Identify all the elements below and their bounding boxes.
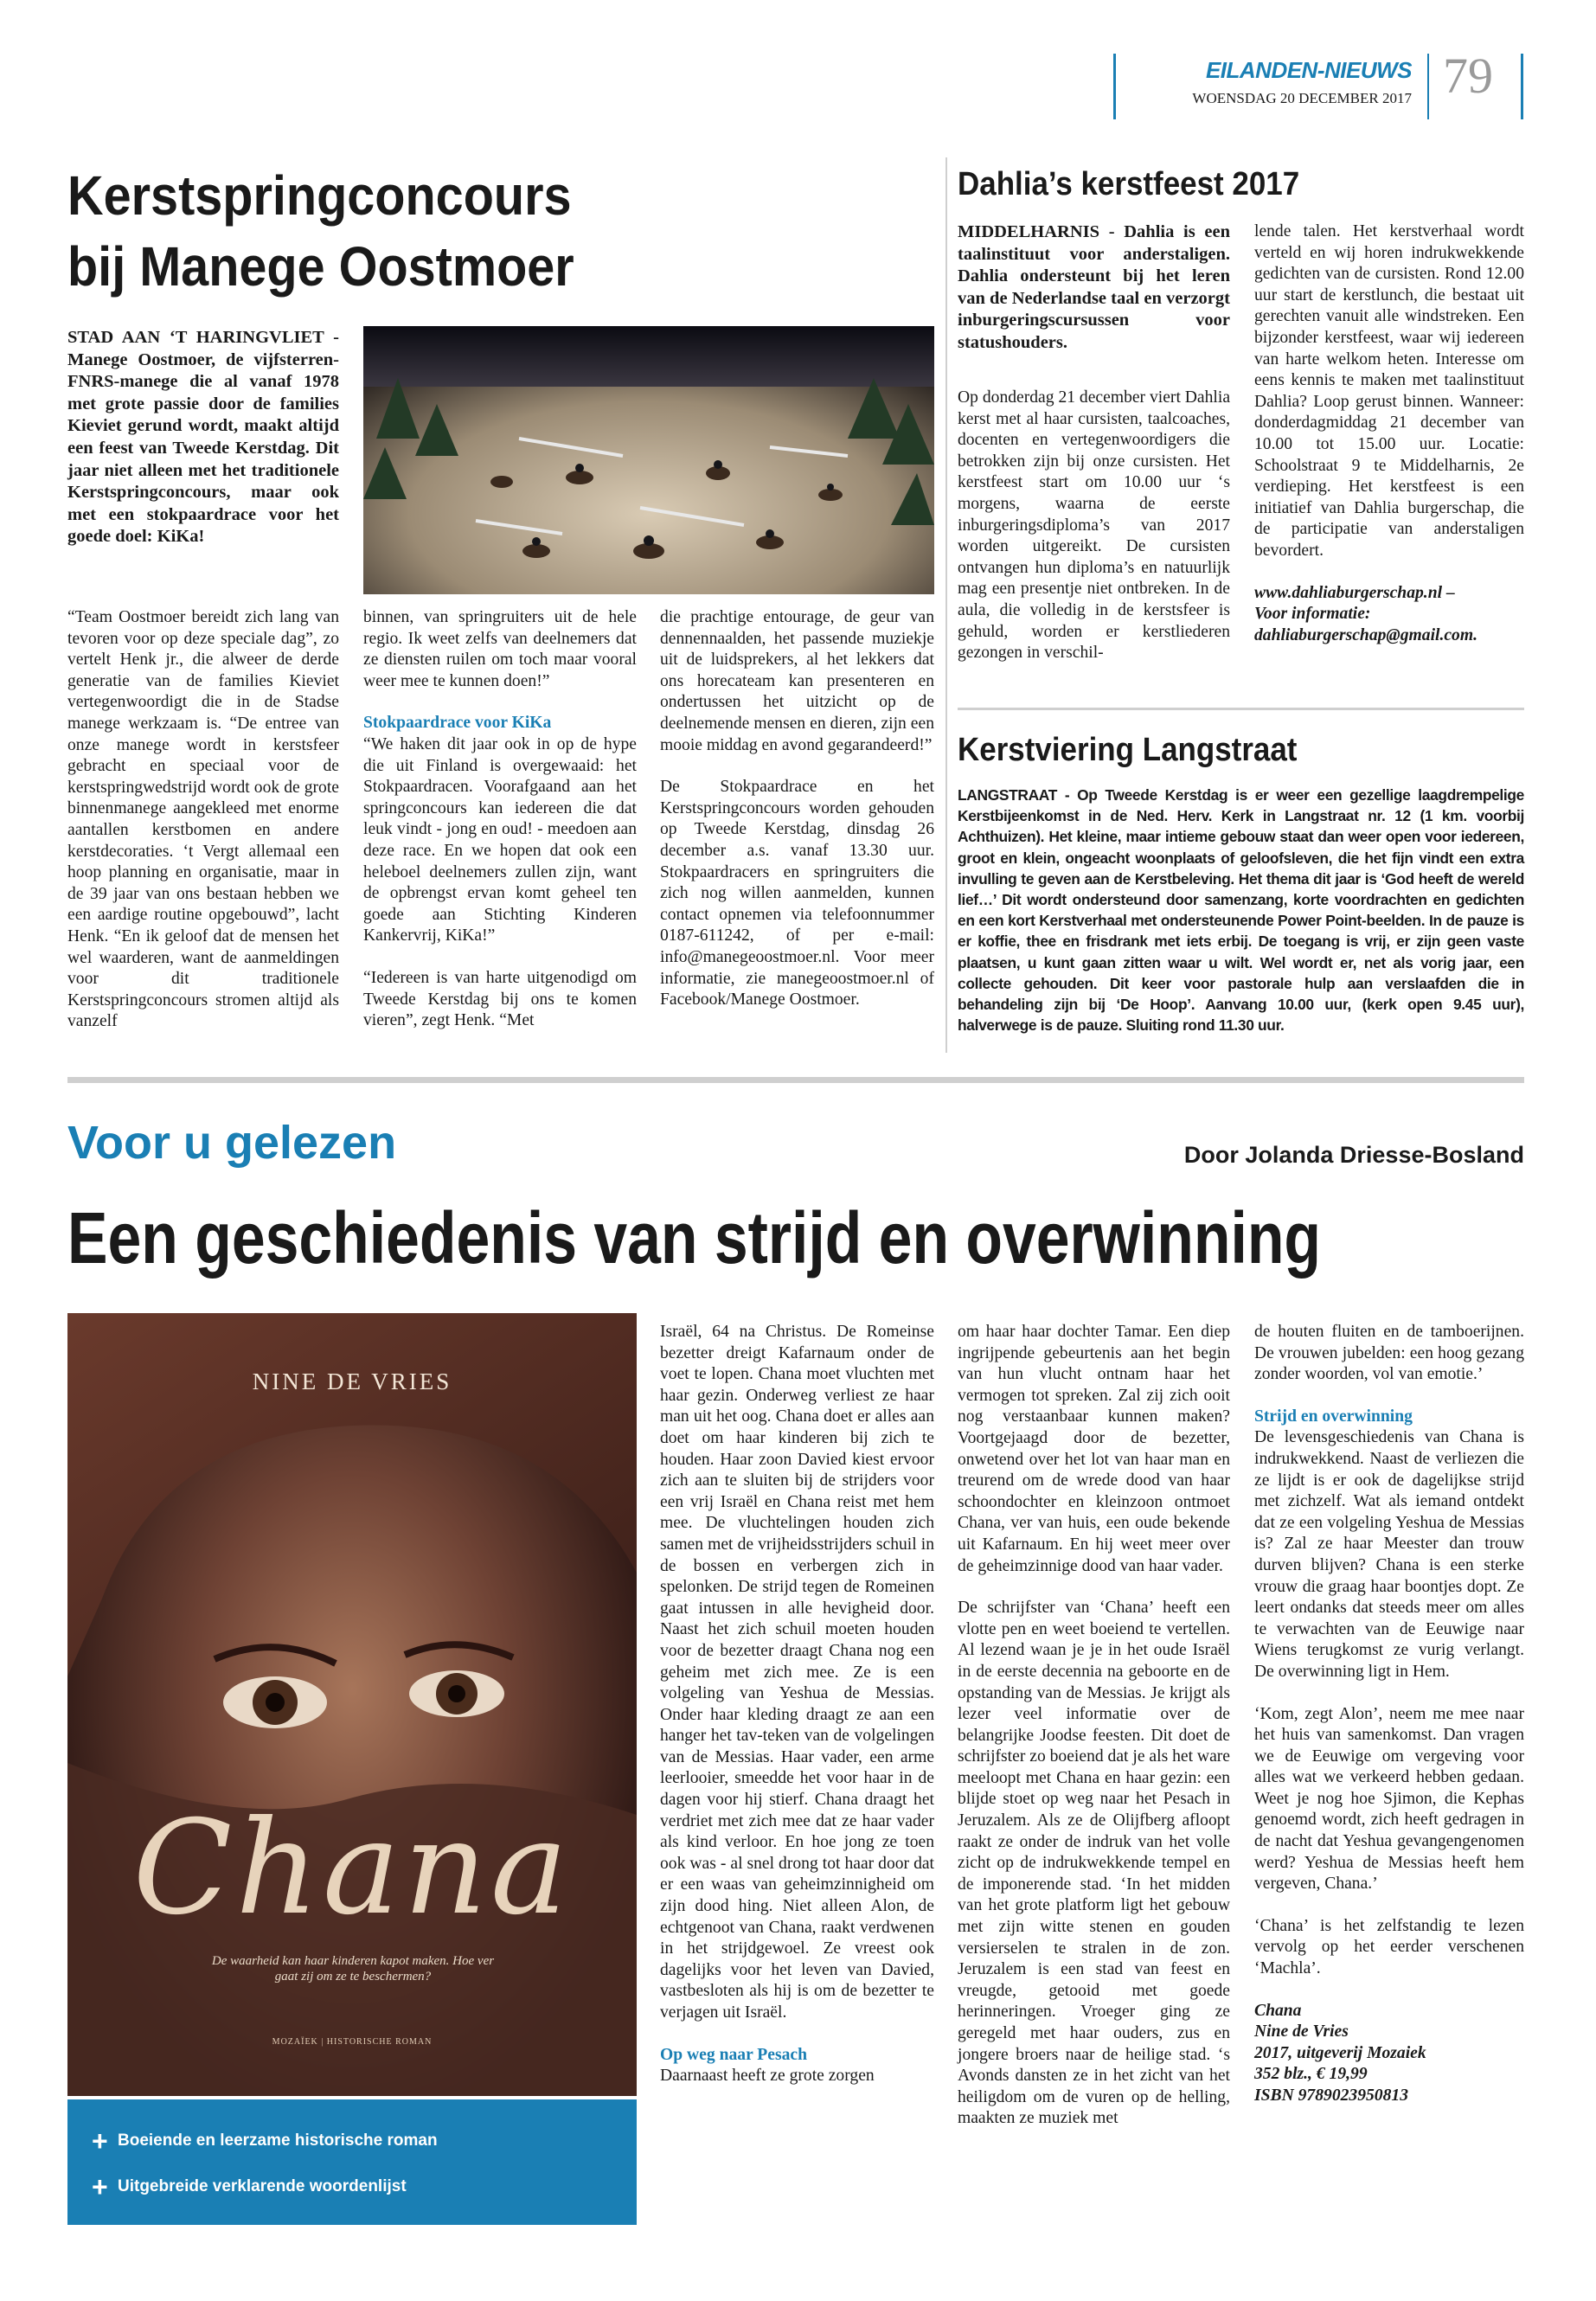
review-col3-body2: De levensgeschiedenis van Chana is indrukwekkend. Naast de verliezen die ze lijdt is er ook de dagelijkse strijd met zichzelf. Wat als iemand ontdekt dat ze een volgeling Yeshua de Messias is? Zal ze haar Meester dan trouw durven blijven? Chana is een sterke vrouw die graag haar boontjes dopt. Ze leert ondanks dat steeds meer om alles te verwachten van de Eeuwige naar Wiens terugkomst ze vurig verlangt. De overwinning ligt in Hem. bbox=[1254, 1428, 1524, 1681]
article1-headline-line1: Kerstspringconcours bbox=[67, 164, 572, 227]
masthead-rule-end bbox=[1521, 54, 1523, 119]
feature-text-1: Boeiende en leerzame historische roman bbox=[118, 2131, 438, 2150]
article2-bottom-rule bbox=[958, 708, 1524, 710]
article2-lead: MIDDELHARNIS - Dahlia is een taalinstituut voor anderstaligen. Dahlia ondersteunt bij het leren van de Nederlandse taal en verzorgt inburgeringscursussen voor statushouders. bbox=[958, 222, 1230, 352]
article2-col2-body: lende talen. Het kerstverhaal wordt verteld en wij horen indrukwekkende gedichten van de cursisten. Rond 12.00 uur start de kerstlunch, die bestaat uit gerechten vanuit alle windstreken. Een bijzonder kerstfeest, waar wij iedereen van harte welkom heten. Interesse om eens kennis te maken met taalinstituut Dahlia? Loop gerust binnen. Wanneer: donderdagmiddag 21 december van 10.00 tot 15.00 uur. Locatie: Schoolstraat 9 te Middelharnis, 2e verdieping. Het kerstfeest is een initiatief van Dahlia burgerschap, die de participatie van anderstaligen bevordert. bbox=[1254, 222, 1524, 560]
review-col3-body4: ‘Chana’ is het zelfstandig te lezen vervolg op het eerder verschenen ‘Machla’. bbox=[1254, 1916, 1524, 1978]
column-divider bbox=[945, 157, 947, 1053]
article1-headline-line2: bij Manege Oostmoer bbox=[67, 235, 574, 298]
book-imprint: MOZAÏEK | HISTORISCHE ROMAN bbox=[272, 2037, 433, 2047]
article3-headline: Kerstviering Langstraat bbox=[958, 732, 1298, 768]
article1-col3 bbox=[660, 607, 934, 1011]
book-tagline: De waarheid kan haar kinderen kapot maken. Hoe ver gaat zij om ze te beschermen? bbox=[211, 1954, 495, 1984]
article1-col1-body: “Team Oostmoer bereidt zich lang van tevoren voor op deze speciale dag”, zo vertelt Henk jr., die alweer de derde generatie van de families Kieviet vertegenwoordigt die in de Stadse manege werkzaam is. “De entree van onze manege wordt in kerstsfeer gebracht en speciaal voor de kerstspringwedstrijd wordt ook de grote binnenmanege aangekleed met enorme aantallen kerstbomen en andere kerstdecoraties. ‘t Vergt allemaal een hoop planning en organisatie, maar in de 39 jaar van ons bestaan hebben we een aardige routine opgebouwd”, lacht Henk. “En ik geloof dat de mensen het wel waarderen, want de aanmeldingen voor dit traditionele Kerstspringconcours stromen altijd als vanzelf bbox=[67, 608, 339, 1031]
review-subhead-pesach: Op weg naar Pesach bbox=[660, 2045, 807, 2064]
review-col1-body2: Daarnaast heeft ze grote zorgen bbox=[660, 2067, 875, 2086]
article2-col1 bbox=[958, 388, 1230, 664]
plus-icon: + bbox=[92, 2125, 108, 2157]
plus-icon: + bbox=[92, 2170, 108, 2202]
review-byline: Door Jolanda Driesse-Bosland bbox=[1183, 1142, 1524, 1168]
review-col2-body: om haar haar dochter Tamar. Een diep ingrijpende gebeurtenis aan het begin van hun vlucht ontnam haar het vermogen tot spreken. Zal zij zich ooit nog verstaanbaar kunnen maken? Voortgejaagd door de bezetter, onwetend over het lot van haar man en treurend om de wrede dood van haar schoondochter en kleinzoon ontmoet Chana, ver van huis, een oude bekende uit Kafarnaum. En hij weet meer over de geheimzinnige dood van haar vader. bbox=[958, 1323, 1230, 1575]
book-feature-box bbox=[67, 2099, 637, 2225]
article1-col3-body2: De Stokpaardrace en het Kerstspringconcours worden gehouden op Tweede Kerstdag, dinsdag 26 december a.s. vanaf 13.30 uur. Stokpaardracers en springruiters die zich nog willen aanmelden, kunnen contact opnemen via telefoonnummer 0187-611242, of per e-mail: info@manegeoostmoer.nl. Voor meer informatie, zie manegeoostmoer.nl of Facebook/Manege Oostmoer. bbox=[660, 778, 934, 1009]
review-col3-body3: ‘Kom, zegt Alon’, neem me mee naar het huis van samenkomst. Dan vragen we de Eeuwige om vergeving voor alles wat we verkeerd hebben gedaan. Weet je nog hoe Sjimon, die Kephas genoemd wordt, zich heeft gedragen in de nacht dat Yeshua gevangengenomen werd? Yeshua de Messias heeft hem vergeven, Chana.’ bbox=[1254, 1704, 1524, 1894]
review-col1-body: Israël, 64 na Christus. De Romeinse bezetter dreigt Kafarnaum onder de voet te lopen. Chana moet vluchten met haar gezin. Onderweg verliest ze haar man uit het oog. Chana doet er alles aan doet om haar kinderen bij zich te houden. Haar zoon Davied kiest ervoor zich aan te sluiten bij de strijders voor een vrij Israël en Chana reist met hem mee. De vluchtelingen houden zich samen met de vrijheidsstrijders schuil in de bossen en verbergen zich in spelonken. De strijd tegen de Romeinen gaat intussen in alle hevigheid door. Naast het zich schuil moeten houden voor de bezetter draagt Chana nog een geheim met zich mee. Ze is een volgeling van Yeshua de Messias. Onder haar kleding draagt ze aan een hanger het tav-teken van de volgelingen van de Messias. Haar vader, een arme leerlooier, smeedde het voor haar in de dagen voor hij stierf. Chana draagt het verdriet met zich mee dat ze haar vader als kind verloor. En hoe jong ze toen ook was - al snel drong tot haar door dat er een waas van geheimzinnigheid om zijn dood hing. Niet alleen Alon, de echtgenoot van Chana, raakt verdwenen in het strijdgewoel. Ze vreest ook dagelijks voor het leven van Davied, vastbesloten als hij is om de bezetter te verjagen uit Israël. bbox=[660, 1323, 934, 2022]
article1-subhead-kika: Stokpaardrace voor KiKa bbox=[363, 714, 552, 733]
article2-col1-body: Op donderdag 21 december viert Dahlia kerst met al haar cursisten, taalcoaches, docenten en vertegenwoordigers die betrokken zijn bij onze cursisten. Het kerstfeest start om 10.00 uur ‘s morgens, waarna de eerste inburgeringsdiploma’s van 2017 worden uitgereikt. De cursisten ontvangen hun diploma’s en natuurlijk mag een presentje niet ontbreken. In de aula, die volledig in de kerstsfeer is gehuld, worden er kerstliederen gezongen in verschil- bbox=[958, 388, 1231, 663]
article1-col2-body3: “Iedereen is van harte uitgenodigd om Tweede Kerstdag bij ons te komen vieren”, zegt Henk. “Met bbox=[363, 968, 637, 1030]
review-section-title: Voor u gelezen bbox=[67, 1117, 397, 1169]
article1-col2-body2: “We haken dit jaar ook in op de hype die uit Finland is overgewaaid: het Stokpaardracen. Voorafgaand aan het springconcours kan iedereen die dat leuk vindt - jong en oud! - meedoen aan deze race. En we hopen dat ook een heleboel deelnemers zullen zijn, want de opbrengst ervan komt geheel ten goede aan Stichting Kinderen Kankervrij, KiKa!” bbox=[363, 734, 637, 945]
book-author: NINE DE VRIES bbox=[252, 1368, 452, 1394]
feature-text-2: Uitgebreide verklarende woordenlijst bbox=[118, 2177, 407, 2195]
review-colophon: Chana Nine de Vries 2017, uitgeverij Mozaiek 352 blz., € 19,99 ISBN 9789023950813 bbox=[1254, 2001, 1426, 2105]
article1-col3-body: die prachtige entourage, de geur van dennennaalden, het passende muziekje uit de luidsprekers, al het lekkers dat ons horecateam kan presenteren en ondertussen het uitzicht op de deelnemende mensen en dieren, zijn een mooie middag en avond gegarandeerd!” bbox=[660, 608, 934, 754]
article3-body: LANGSTRAAT - Op Tweede Kerstdag is er weer een gezellige laagdrempelige Kerstbijeenkomst in de Ned. Herv. Kerk in Langstraat nr. 12 (1 km. voorbij Achthuizen). Het kleine, maar intieme gebouw staat dan weer open voor iedereen, groot en klein, ongeacht woonplaats of geloofsleven, die het fijn vindt een extra invulling te geven aan de Kerstbeleving. Het thema dit jaar is ‘God heeft de wereld lief…’ Dit wordt ondersteund door samenzang, korte voordrachten en gedichten en een kort Kerstverhaal met ondersteunende Power Point-beelden. In de pauze is er koffie, thee en frisdrank met iets erbij. De toegang is vrij, er zijn geen vaste plaatsen, u kunt gaan zitten waar u wilt. Wel wordt er, net als vorig jaar, een collecte gehouden. Dit keer voor pastorale hulp aan verslaafden die in behandeling zijn bij ‘De Hoop’. Aanvang 10.00 uur, (kerk open 9.45 uur), halverwege is de pauze. Sluiting rond 11.30 uur. bbox=[958, 786, 1524, 1035]
book-cover bbox=[67, 1313, 637, 2096]
book-title: Chana bbox=[132, 1793, 572, 1944]
issue-date: WOENSDAG 20 DECEMBER 2017 bbox=[1192, 90, 1412, 106]
arena-image bbox=[363, 326, 934, 594]
review-col2-body2: De schrijfster van ‘Chana’ heeft een vlotte pen en weet boeiend te vertellen. Al lezend waan je je in het oude Israël in de eerste decennia na geboorte en de opstanding van de Messias. Je krijgt als lezer veel informatie over de belangrijke Joodse feesten. Dit doet de schrijfster zo boeiend dat je als het ware meeloopt met Chana en haar gezin: een blijde stoet op weg naar het Pesach in Jeruzalem. Als ze de Olijfberg afloopt raakt ze onder de indruk van het volle zicht op de indrukwekkende tempel en de imponerende stad. ‘In het midden van het grote platform ligt het gebouw met zijn witte stenen en gouden versierselen te stralen in de zon. Jeruzalem is een stad van feest en vreugde, getooid met goede herinneringen. Vroeger ging ze geregeld met haar ouders, zus en jongere broers naar de heilige stad. ‘s Avonds dansten ze in het zicht van het heiligdom om de vuren op de helling, maakten ze muziek met bbox=[958, 1599, 1231, 2128]
paper-name: EILANDEN-NIEUWS bbox=[1205, 57, 1412, 83]
article1-headline bbox=[67, 160, 574, 302]
article1-col2-body: binnen, van springruiters uit de hele regio. Ik weet zelfs van deelnemers dat ze diensten ruilen om toch maar vooral weer mee te kunnen doen!” bbox=[363, 608, 637, 690]
feature-bullet bbox=[92, 2125, 438, 2157]
article2-website[interactable]: www.dahliaburgerschap.nl – Voor informatie: dahliaburgerschap@gmail.com. bbox=[1254, 583, 1477, 644]
review-headline: Een geschiedenis van strijd en overwinning bbox=[67, 1197, 1322, 1279]
article1-lead: STAD AAN ‘T HARINGVLIET - Manege Oostmoer, de vijfsterren-FNRS-manege die al vanaf 1978 met grote passie door de families Kieviet gerund wordt, maakt altijd een feest van Tweede Kerstdag. Dit jaar niet alleen met het traditionele Kerstspringconcours, maar ook met een stokpaardrace voor het goede doel: KiKa! bbox=[67, 328, 339, 547]
feature-bullet bbox=[92, 2170, 407, 2202]
review-subhead-strijd: Strijd en overwinning bbox=[1254, 1407, 1413, 1426]
page-number: 79 bbox=[1443, 48, 1493, 104]
review-col3 bbox=[1254, 1322, 1524, 2107]
article1-col2 bbox=[363, 607, 637, 1032]
article2-headline: Dahlia’s kerstfeest 2017 bbox=[958, 166, 1300, 202]
section-separator bbox=[67, 1077, 1524, 1083]
article1-col1 bbox=[67, 607, 339, 1033]
article2-col2 bbox=[1254, 221, 1524, 646]
review-col2 bbox=[958, 1322, 1230, 2130]
masthead-rule-right bbox=[1427, 54, 1429, 119]
review-col3-body: de houten fluiten en de tamboerijnen. De vrouwen jubelden: een hoog gezang zonder woorden, vol van emotie.’ bbox=[1254, 1323, 1524, 1384]
review-col1 bbox=[660, 1322, 934, 2087]
masthead-rule-left bbox=[1113, 54, 1116, 119]
equestrian-photo bbox=[363, 326, 934, 594]
